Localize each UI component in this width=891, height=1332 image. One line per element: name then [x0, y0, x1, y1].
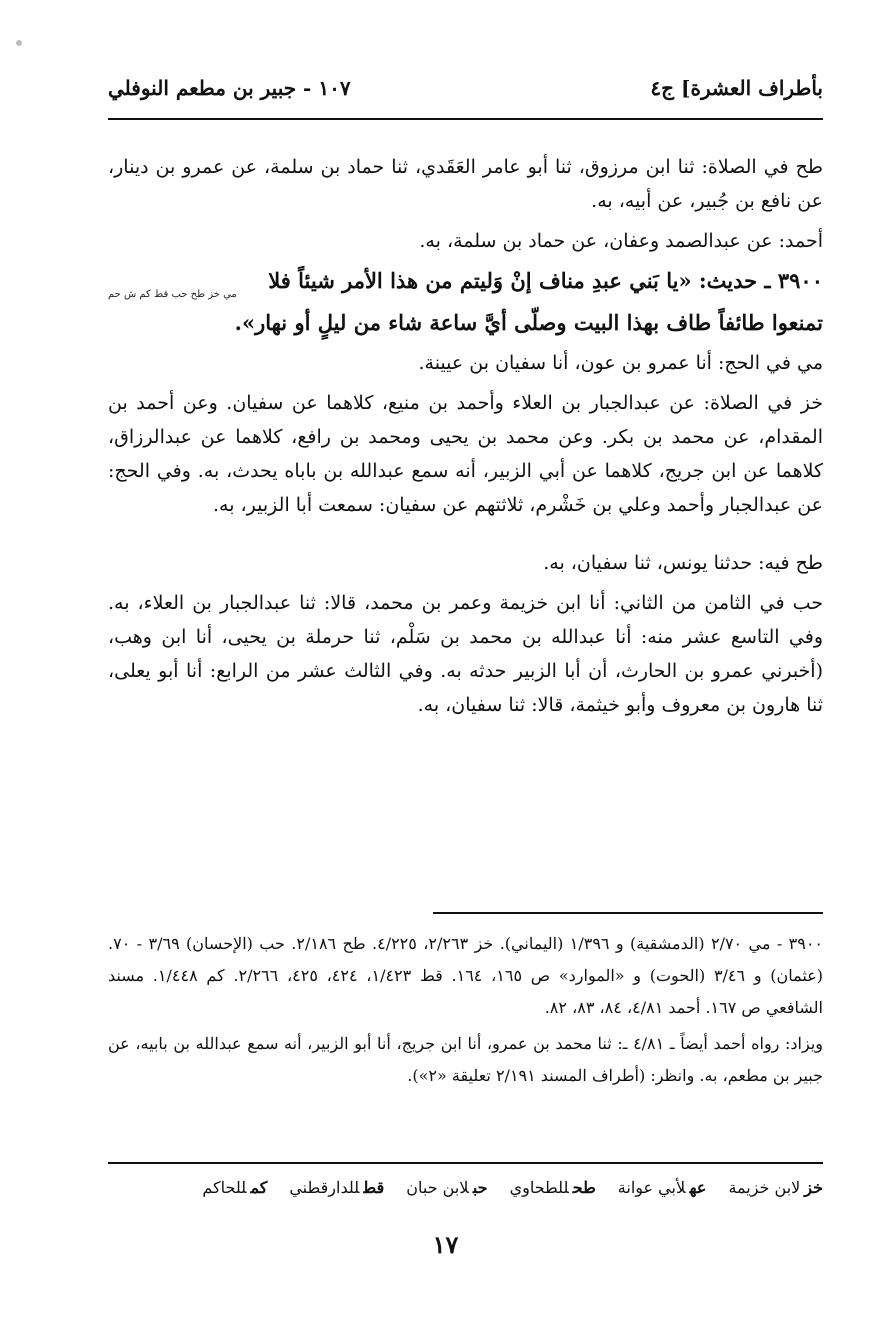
footnote-addition: ويزاد: رواه أحمد أيضاً ـ ٤/٨١ ـ: ثنا محمد بن عمرو، أنا ابن جريج، أنا أبو الزبير، أنه سمع عبدالله بن بابيه، عن جبير بن مطعم، به. وانظر: (أطراف المسند ٢/١٩١ تعليقة «٢»). — [108, 1034, 824, 1085]
hadith-heading — [108, 264, 823, 340]
paragraph-tahawi-fihi: طح فيه: حدثنا يونس، ثنا سفيان، به. — [543, 552, 823, 574]
header-chapter-title: ١٠٧ - جبير بن مطعم النوفلي — [108, 76, 351, 100]
legend-rule — [108, 1162, 823, 1164]
paragraph-tahawi-salat: طح في الصلاة: ثنا ابن مرزوق، ثنا أبو عامر العَقَدي، ثنا حماد بن سلمة، عن عمرو بن دينار، عن نافع بن جُبير، عن أبيه، به. — [108, 156, 823, 212]
legend-item: كمللحاكم — [202, 1177, 268, 1197]
scan-speck — [16, 40, 22, 46]
hadith-text-line2: تمنعوا طائفاً طاف بهذا البيت وصلّى أيَّ ساعة شاء من ليلٍ أو نهار». — [234, 310, 823, 335]
footnote-sources: ٣٩٠٠ - مي ٢/٧٠ (الدمشقية) و ١/٣٩٦ (اليماني). خز ٢/٢٦٣، ٤/٢٢٥. طح ٢/١٨٦. حب (الإحسان) ٣/٦٩ - ٧٠. (عثمان) و ٣/٤٦ (الحوت) و «الموارد» ص ١٦٥، ١٦٤. قط ١/٤٢٣، ٤٢٤، ٤٢٥، ٢/٢٦٦. كم ١/٤٤٨. مسند الشافعي ص ١٦٧. أحمد ٤/٨١، ٨٤، ٨٣، ٨٢. — [108, 934, 824, 1017]
footnote-separator — [433, 912, 823, 914]
legend-item: طحللطحاوي — [509, 1177, 596, 1197]
main-text — [108, 150, 823, 728]
legend-item: حبلابن حبان — [406, 1177, 488, 1197]
hadith-text-line1: ٣٩٠٠ ـ حديث: «يا بَني عبدِ مناف إنْ وَليتم من هذا الأمر شيئاً فلا — [268, 268, 823, 293]
paragraph-ibn-khuzaymah: خز في الصلاة: عن عبدالجبار بن العلاء وأحمد بن منيع، كلاهما عن سفيان. وعن أحمد بن المقدام، عن محمد بن بكر. وعن محمد بن يحيى ومحمد بن رافع، كلاهما عن عبدالرزاق، كلاهما عن ابن جريج، كلاهما عن أبي الزبير، أنه سمع عبدالله بن باباه يحدث، به. وفي الحج: عن عبدالجبار وأحمد وعلي بن خَشْرم، ثلاثتهم عن سفيان: سمعت أبا الزبير، به. — [108, 392, 823, 516]
paragraph-darimi: مي في الحج: أنا عمرو بن عون، أنا سفيان بن عيينة. — [418, 352, 823, 374]
abbreviation-legend — [108, 1172, 823, 1202]
legend-item: عهلأبي عوانة — [617, 1177, 707, 1197]
footnotes — [108, 928, 823, 1096]
header-book-title: بأطراف العشرة] ج٤ — [650, 76, 823, 100]
paragraph-ahmad: أحمد: عن عبدالصمد وعفان، عن حماد بن سلمة، به. — [419, 230, 823, 252]
page-number: ١٧ — [432, 1230, 459, 1259]
hadith-source-abbreviations: مي خز طح حب قط كم ش حم — [108, 289, 237, 300]
paragraph-ibn-hibban: حب في الثامن من الثاني: أنا ابن خزيمة وعمر بن محمد، قالا: ثنا عبدالجبار بن العلاء، به. وفي التاسع عشر منه: أنا عبدالله بن محمد بن سَلْم، ثنا حرملة بن يحيى، أنا ابن وهب، (أخبرني عمرو بن الحارث، أن أبا الزبير حدثه به. وفي الثالث عشر من الرابع: أنا أبو يعلى، ثنا هارون بن معروف وأبو خيثمة، قالا: ثنا سفيان، به. — [108, 592, 823, 716]
legend-item: قطللدارقطني — [289, 1177, 385, 1197]
running-header — [108, 58, 823, 120]
legend-item: خزلابن خزيمة — [728, 1177, 823, 1197]
paragraph-gap — [108, 528, 823, 546]
